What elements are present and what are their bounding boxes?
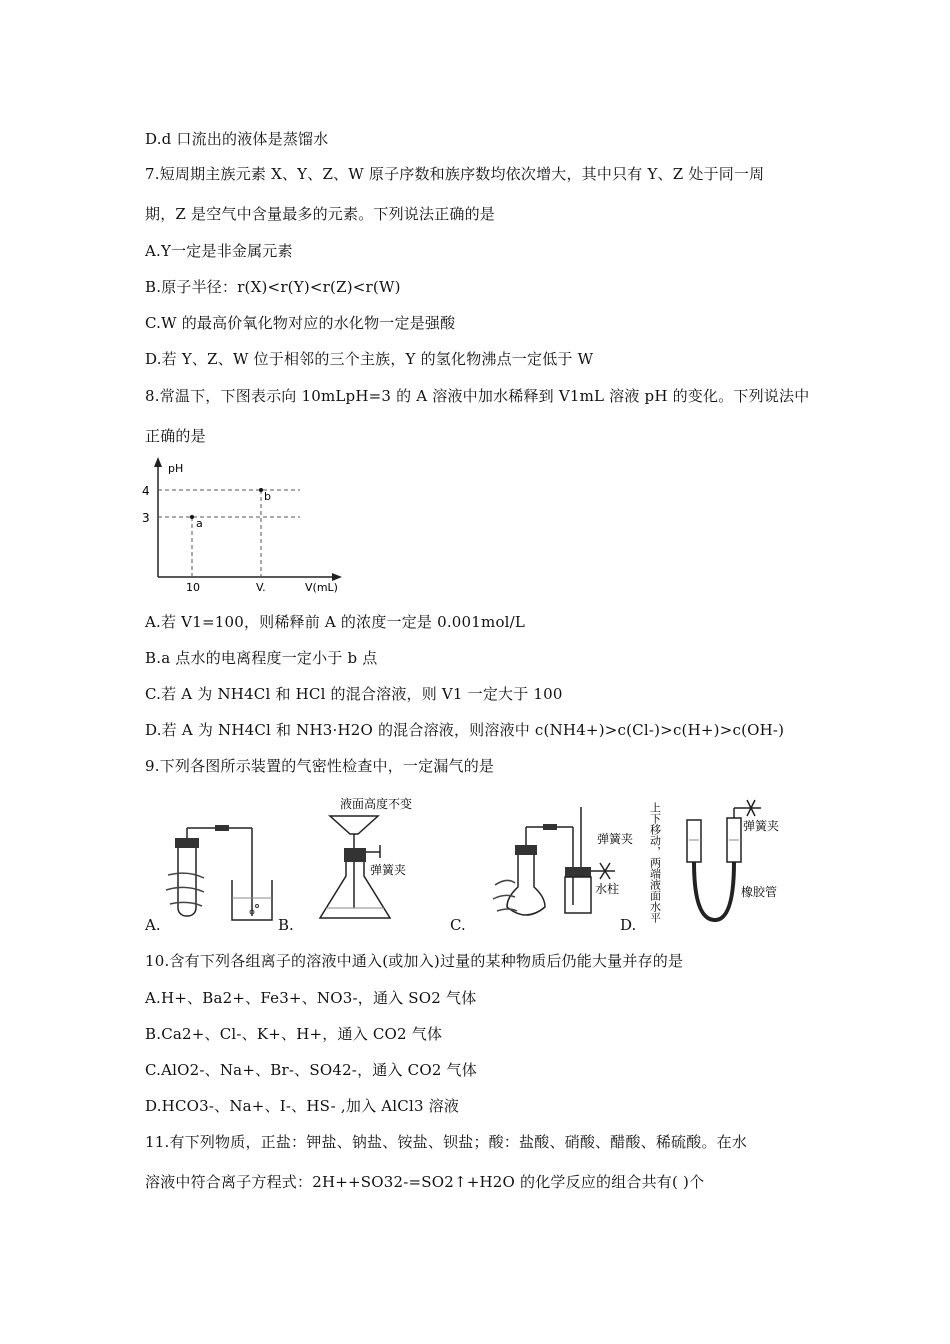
y-axis-arrow — [154, 457, 162, 467]
question-7: 7.短周期主族元素 X、Y、Z、W 原子序数和族序数均依次增大，其中只有 Y、Z 处于同一周 — [145, 165, 765, 183]
option-10b: B.Ca2+、Cl-、K+、H+，通入 CO2 气体 — [145, 1025, 443, 1043]
question-11: 11.有下列物质，正盐：钾盐、钠盐、铵盐、钡盐；酸：盐酸、硝酸、醋酸、稀硫酸。在水 — [145, 1133, 748, 1151]
apparatus-a — [160, 820, 280, 925]
y-tick-3: 3 — [142, 511, 150, 525]
option-8a: A.若 V1=100，则稀释前 A 的浓度一定是 0.001mol/L — [145, 613, 526, 631]
option-8d: D.若 A 为 NH4Cl 和 NH3·H2O 的混合溶液，则溶液中 c(NH4+)>c(Cl-)>c(H+)>c(OH-) — [145, 721, 785, 739]
x-tick-v1: V. — [256, 581, 266, 594]
question-11-cont: 溶液中符合离子方程式：2H++SO32-=SO2↑+H2O 的化学反应的组合共有( )个 — [145, 1173, 705, 1191]
b-top-label: 液面高度不变 — [340, 797, 413, 811]
question-7-cont: 期，Z 是空气中含量最多的元素。下列说法正确的是 — [145, 205, 495, 223]
point-b-label: b — [264, 490, 271, 503]
apparatus-d — [648, 790, 805, 925]
point-b-dot — [259, 488, 263, 492]
question-10: 10.含有下列各组离子的溶液中通入(或加入)过量的某种物质后仍能大量并存的是 — [145, 952, 684, 970]
option-7a: A.Y一定是非金属元素 — [145, 242, 293, 260]
c-water-label: 水柱 — [595, 882, 620, 896]
option-8c: C.若 A 为 NH4Cl 和 HCl 的混合溶液，则 V1 一定大于 100 — [145, 685, 563, 703]
option-7d: D.若 Y、Z、W 位于相邻的三个主族，Y 的氢化物沸点一定低于 W — [145, 350, 594, 368]
y-axis-label: pH — [168, 462, 184, 475]
point-a-label: a — [196, 517, 203, 530]
label-a: A. — [145, 916, 161, 934]
c-clip-label: 弹簧夹 — [597, 832, 634, 846]
label-c: C. — [450, 916, 466, 934]
ph-dilution-graph — [140, 455, 360, 595]
x-axis-arrow — [332, 573, 342, 581]
x-tick-10: 10 — [186, 581, 200, 594]
label-d: D. — [620, 916, 637, 934]
point-a-dot — [190, 515, 194, 519]
question-8: 8.常温下，下图表示向 10mLpH=3 的 A 溶液中加水稀释到 V1mL 溶液 pH 的变化。下列说法中 — [145, 387, 810, 405]
d-tube-label: 橡胶管 — [741, 885, 778, 899]
apparatus-b — [300, 790, 440, 925]
option-6d: D.d 口流出的液体是蒸馏水 — [145, 130, 329, 148]
d-clip-label: 弹簧夹 — [743, 819, 780, 833]
option-8b: B.a 点水的电离程度一定小于 b 点 — [145, 649, 378, 667]
apparatus-c — [485, 805, 650, 925]
option-7b: B.原子半径：r(X)<r(Y)<r(Z)<r(W) — [145, 278, 401, 296]
option-10d: D.HCO3-、Na+、I-、HS- ,加入 AlCl3 溶液 — [145, 1097, 460, 1115]
option-10a: A.H+、Ba2+、Fe3+、NO3-，通入 SO2 气体 — [145, 989, 477, 1007]
label-b: B. — [278, 916, 294, 934]
question-8-cont: 正确的是 — [145, 427, 206, 445]
b-clip-label: 弹簧夹 — [370, 863, 407, 877]
option-7c: C.W 的最高价氧化物对应的水化物一定是强酸 — [145, 314, 456, 332]
option-10c: C.AlO2-、Na+、Br-、SO42-，通入 CO2 气体 — [145, 1061, 477, 1079]
y-tick-4: 4 — [142, 484, 150, 498]
x-axis-label: V(mL) — [305, 581, 338, 594]
d-move-label: 上下移动，两端液面水平 — [648, 802, 662, 923]
question-9: 9.下列各图所示装置的气密性检查中，一定漏气的是 — [145, 757, 495, 775]
